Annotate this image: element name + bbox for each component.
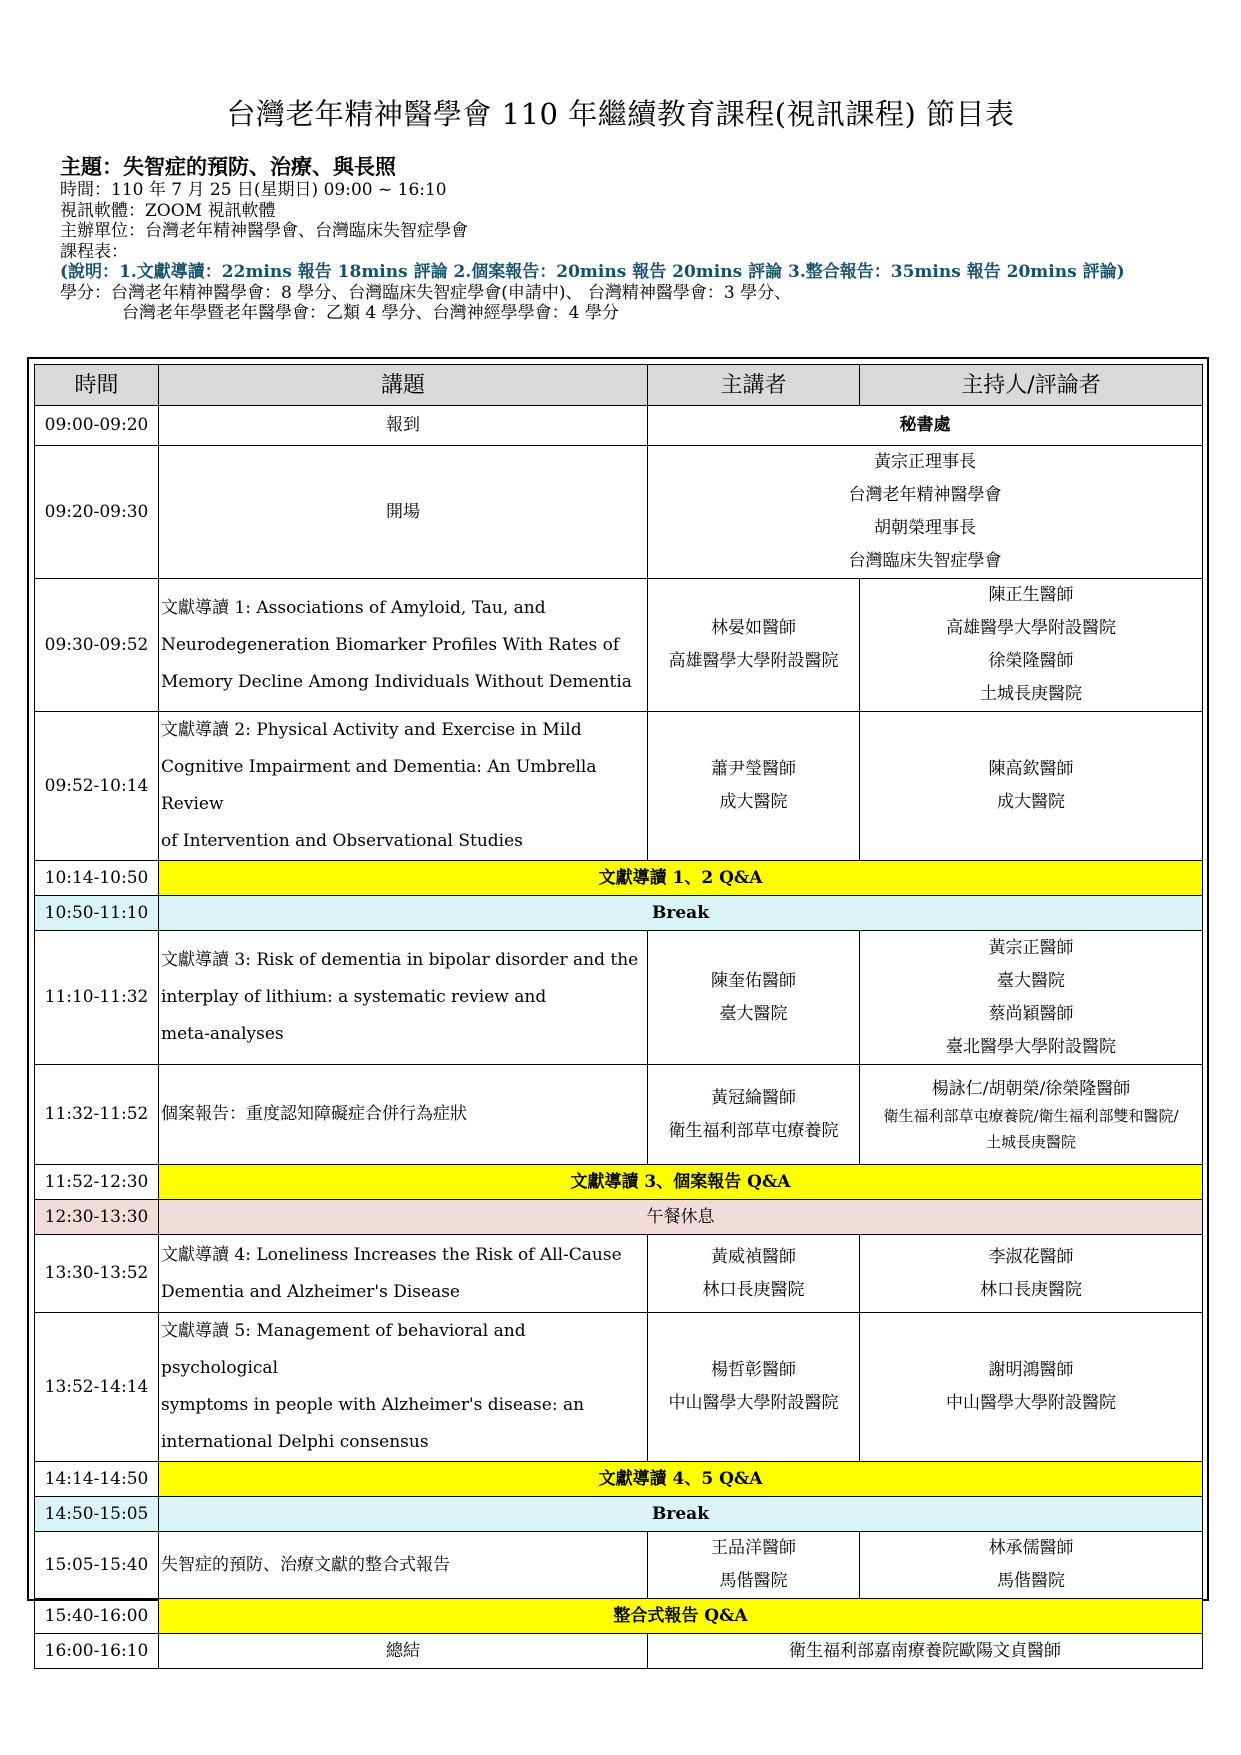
table-row <box>35 1497 1203 1532</box>
host-line: 成大醫院 <box>997 792 1065 812</box>
host-cell: 衛生福利部嘉南療養院歐陽文貞醫師 <box>648 1634 1203 1669</box>
time-cell: 09:20-09:30 <box>35 446 159 579</box>
host-line: 蔡尚穎醫師 <box>988 1003 1074 1024</box>
topic-line: 文獻導讀 2: Physical Activity and Exercise in Mild <box>161 720 582 740</box>
host-cell <box>860 712 1203 861</box>
host-line: 黃宗正醫師 <box>988 937 1074 958</box>
time-cell: 11:52-12:30 <box>35 1165 159 1200</box>
format-note: (說明：1.文獻導讀：22mins 報告 18mins 評論 2.個案報告：20mins 報告 20mins 評論 3.整合報告：35mins 報告 20mins 評論) <box>60 262 1125 282</box>
theme-line: 主題：失智症的預防、治療、與長照 <box>60 154 396 179</box>
topic-cell <box>159 579 648 712</box>
table-header-row <box>35 365 1203 406</box>
table-row <box>35 406 1203 446</box>
qa-session-cell: 整合式報告 Q&A <box>159 1599 1203 1634</box>
event-info <box>60 154 1125 324</box>
topic-line: 文獻導讀 1: Associations of Amyloid, Tau, and <box>161 597 546 618</box>
host-cell <box>860 1532 1203 1599</box>
time-cell: 14:50-15:05 <box>35 1497 159 1532</box>
topic-cell <box>159 712 648 861</box>
topic-cell <box>159 1313 648 1462</box>
host-line: 衛生福利部草屯療養院/衛生福利部雙和醫院/ <box>883 1106 1179 1125</box>
speaker-line: 林晏如醫師 <box>711 618 796 638</box>
speaker-line: 臺大醫院 <box>719 1003 788 1024</box>
table-row <box>35 579 1203 712</box>
topic-line: of Intervention and Observational Studies <box>161 831 523 851</box>
topic-line: 文獻導讀 3: Risk of dementia in bipolar disorder and the <box>161 950 639 970</box>
time-cell: 15:40-16:00 <box>35 1599 159 1634</box>
topic-line: Neurodegeneration Biomarker Profiles With Rates of <box>161 634 620 655</box>
software-line: 視訊軟體：ZOOM 視訊軟體 <box>60 200 276 221</box>
time-cell: 13:30-13:52 <box>35 1235 159 1313</box>
host-line: 陳高欽醫師 <box>988 759 1074 779</box>
host-line: 台灣老年精神醫學會 <box>848 485 1002 505</box>
topic-cell <box>159 931 648 1065</box>
table-row <box>35 1599 1203 1634</box>
speaker-cell <box>648 1235 860 1313</box>
speaker-cell <box>648 712 860 861</box>
time-cell: 15:05-15:40 <box>35 1532 159 1599</box>
time-cell: 09:00-09:20 <box>35 406 159 446</box>
speaker-cell <box>648 1065 860 1165</box>
topic-cell: 報到 <box>159 406 648 446</box>
column-header-speaker: 主講者 <box>648 365 860 406</box>
speaker-line: 林口長庚醫院 <box>702 1279 805 1300</box>
time-cell: 14:14-14:50 <box>35 1462 159 1497</box>
speaker-line: 楊哲彰醫師 <box>711 1360 796 1380</box>
table-row <box>35 931 1203 1065</box>
time-cell: 10:14-10:50 <box>35 861 159 896</box>
host-line: 陳正生醫師 <box>988 585 1074 605</box>
lunch-cell: 午餐休息 <box>159 1200 1203 1235</box>
table-row <box>35 896 1203 931</box>
topic-cell: 失智症的預防、治療文獻的整合式報告 <box>159 1532 648 1599</box>
topic-line: international Delphi consensus <box>161 1432 429 1452</box>
organizer-line: 主辦單位：台灣老年精神醫學會、台灣臨床失智症學會 <box>60 221 468 241</box>
topic-cell: 總結 <box>159 1634 648 1669</box>
break-cell: Break <box>159 1497 1203 1532</box>
table-row <box>35 1065 1203 1165</box>
host-cell <box>648 446 1203 579</box>
host-line: 臺北醫學大學附設醫院 <box>946 1036 1116 1057</box>
time-cell: 10:50-11:10 <box>35 896 159 931</box>
topic-line: Cognitive Impairment and Dementia: An Umbrella Review <box>161 757 597 814</box>
host-line: 謝明鴻醫師 <box>988 1360 1074 1380</box>
speaker-line: 中山醫學大學附設醫院 <box>668 1393 839 1413</box>
break-cell: Break <box>159 896 1203 931</box>
credits-line-1: 學分：台灣老年精神醫學會：8 學分、台灣臨床失智症學會(申請中)、 台灣精神醫學會：3 學分、 <box>60 282 792 303</box>
host-cell <box>860 1065 1203 1165</box>
schedule-table <box>34 364 1203 1669</box>
time-line: 時間：110 年 7 月 25 日(星期日) 09:00 ~ 16:10 <box>60 180 447 200</box>
topic-line: Memory Decline Among Individuals Without Dementia <box>161 671 632 692</box>
time-cell: 12:30-13:30 <box>35 1200 159 1235</box>
table-row <box>35 1165 1203 1200</box>
host-line: 臺大醫院 <box>997 970 1065 991</box>
table-row <box>35 446 1203 579</box>
speaker-line: 王品洋醫師 <box>711 1538 796 1558</box>
qa-session-cell: 文獻導讀 1、2 Q&A <box>159 861 1203 896</box>
topic-line: meta-analyses <box>161 1024 284 1044</box>
time-cell: 11:32-11:52 <box>35 1065 159 1165</box>
host-line: 台灣臨床失智症學會 <box>848 551 1002 571</box>
credits-line-2: 台灣老年學暨老年醫學會：乙類 4 學分、台灣神經學學會：4 學分 <box>122 303 619 323</box>
time-cell: 13:52-14:14 <box>35 1313 159 1462</box>
host-line: 林口長庚醫院 <box>980 1279 1082 1300</box>
host-line: 土城長庚醫院 <box>980 684 1082 704</box>
host-line: 中山醫學大學附設醫院 <box>946 1393 1116 1413</box>
speaker-line: 高雄醫學大學附設醫院 <box>668 651 839 671</box>
topic-cell: 個案報告：重度認知障礙症合併行為症狀 <box>159 1065 648 1165</box>
speaker-line: 馬偕醫院 <box>719 1571 788 1591</box>
topic-line: symptoms in people with Alzheimer's disease: an <box>161 1395 585 1415</box>
table-row <box>35 861 1203 896</box>
time-cell: 16:00-16:10 <box>35 1634 159 1669</box>
table-row <box>35 712 1203 861</box>
host-line: 楊詠仁/胡朝榮/徐榮隆醫師 <box>931 1078 1131 1099</box>
host-line: 黃宗正理事長 <box>874 452 976 472</box>
speaker-cell <box>648 579 860 712</box>
page-title: 台灣老年精神醫學會 110 年繼續教育課程(視訊課程) 節目表 <box>226 97 1015 131</box>
column-header-topic: 講題 <box>159 365 648 406</box>
host-line: 馬偕醫院 <box>997 1571 1065 1591</box>
column-header-time: 時間 <box>35 365 159 406</box>
topic-line: interplay of lithium: a systematic review and <box>161 987 547 1007</box>
host-cell <box>860 931 1203 1065</box>
speaker-cell <box>648 931 860 1065</box>
qa-session-cell: 文獻導讀 4、5 Q&A <box>159 1462 1203 1497</box>
schedule-label: 課程表： <box>60 241 128 262</box>
speaker-line: 蕭尹瑩醫師 <box>711 759 796 779</box>
host-line: 胡朝榮理事長 <box>874 518 976 538</box>
speaker-line: 黃冠綸醫師 <box>711 1087 796 1108</box>
topic-line: 文獻導讀 4: Loneliness Increases the Risk of All-Cause <box>161 1244 622 1265</box>
host-line: 林承儒醫師 <box>988 1538 1074 1558</box>
host-line: 高雄醫學大學附設醫院 <box>946 618 1116 638</box>
speaker-cell <box>648 1532 860 1599</box>
table-row <box>35 1462 1203 1497</box>
speaker-cell <box>648 1313 860 1462</box>
speaker-line: 衛生福利部草屯療養院 <box>668 1120 839 1141</box>
column-header-host: 主持人/評論者 <box>860 365 1203 406</box>
qa-session-cell: 文獻導讀 3、個案報告 Q&A <box>159 1165 1203 1200</box>
host-line: 李淑花醫師 <box>988 1246 1074 1267</box>
table-row <box>35 1532 1203 1599</box>
table-row <box>35 1200 1203 1235</box>
time-cell: 11:10-11:32 <box>35 931 159 1065</box>
speaker-line: 成大醫院 <box>719 792 788 812</box>
host-cell: 秘書處 <box>648 406 1203 446</box>
speaker-line: 黃威禎醫師 <box>711 1246 796 1267</box>
speaker-line: 陳奎佑醫師 <box>711 970 796 991</box>
topic-line: 文獻導讀 5: Management of behavioral and psychological <box>161 1321 526 1378</box>
host-cell <box>860 1235 1203 1313</box>
time-cell: 09:30-09:52 <box>35 579 159 712</box>
host-cell <box>860 1313 1203 1462</box>
topic-cell <box>159 1235 648 1313</box>
host-line: 土城長庚醫院 <box>985 1132 1076 1151</box>
host-line: 徐榮隆醫師 <box>988 651 1074 671</box>
table-row <box>35 1235 1203 1313</box>
topic-line: Dementia and Alzheimer's Disease <box>161 1281 460 1302</box>
table-row <box>35 1313 1203 1462</box>
table-row <box>35 1634 1203 1669</box>
time-cell: 09:52-10:14 <box>35 712 159 861</box>
host-cell <box>860 579 1203 712</box>
topic-cell: 開場 <box>159 446 648 579</box>
